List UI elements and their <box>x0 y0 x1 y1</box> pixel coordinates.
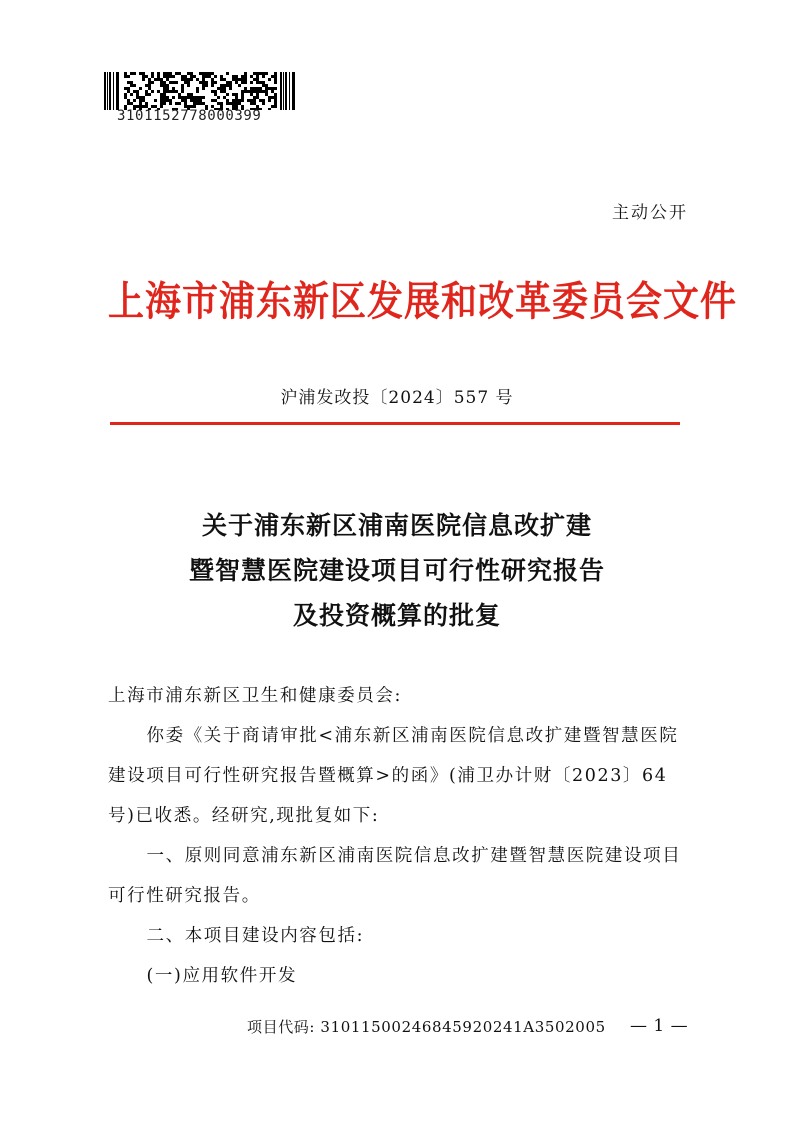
project-code: 项目代码: 31011500246845920241A3502005 <box>247 1018 606 1036</box>
barcode <box>104 72 296 110</box>
body-paragraph: 二、本项目建设内容包括: <box>146 926 365 946</box>
barcode-number: 3101152778000399 <box>117 108 262 124</box>
disclosure-label: 主动公开 <box>612 203 688 223</box>
page-number: — 1 — <box>630 1016 689 1036</box>
letterhead-divider <box>110 422 680 425</box>
document-number: 沪浦发改投〔2024〕557 号 <box>280 388 514 408</box>
body-paragraph: 你委《关于商请审批<浦东新区浦南医院信息改扩建暨智慧医院建设项目可行性研究报告暨概算>的函》(浦卫办计财〔2023〕64 号)已收悉。经研究,现批复如下: <box>108 726 679 826</box>
title-line: 及投资概算的批复 <box>292 601 501 630</box>
barcode-graphic <box>104 72 296 110</box>
title-line: 暨智慧医院建设项目可行性研究报告 <box>188 556 605 585</box>
issuer-letterhead: 上海市浦东新区发展和改革委员会文件 <box>108 277 738 325</box>
body-paragraph: 一、原则同意浦东新区浦南医院信息改扩建暨智慧医院建设项目可行性研究报告。 <box>108 846 682 906</box>
body-paragraph: (一)应用软件开发 <box>146 966 298 986</box>
addressee: 上海市浦东新区卫生和健康委员会: <box>108 686 402 706</box>
document-body <box>108 676 694 996</box>
title-line: 关于浦东新区浦南医院信息改扩建 <box>201 511 592 540</box>
document-title <box>0 503 794 638</box>
